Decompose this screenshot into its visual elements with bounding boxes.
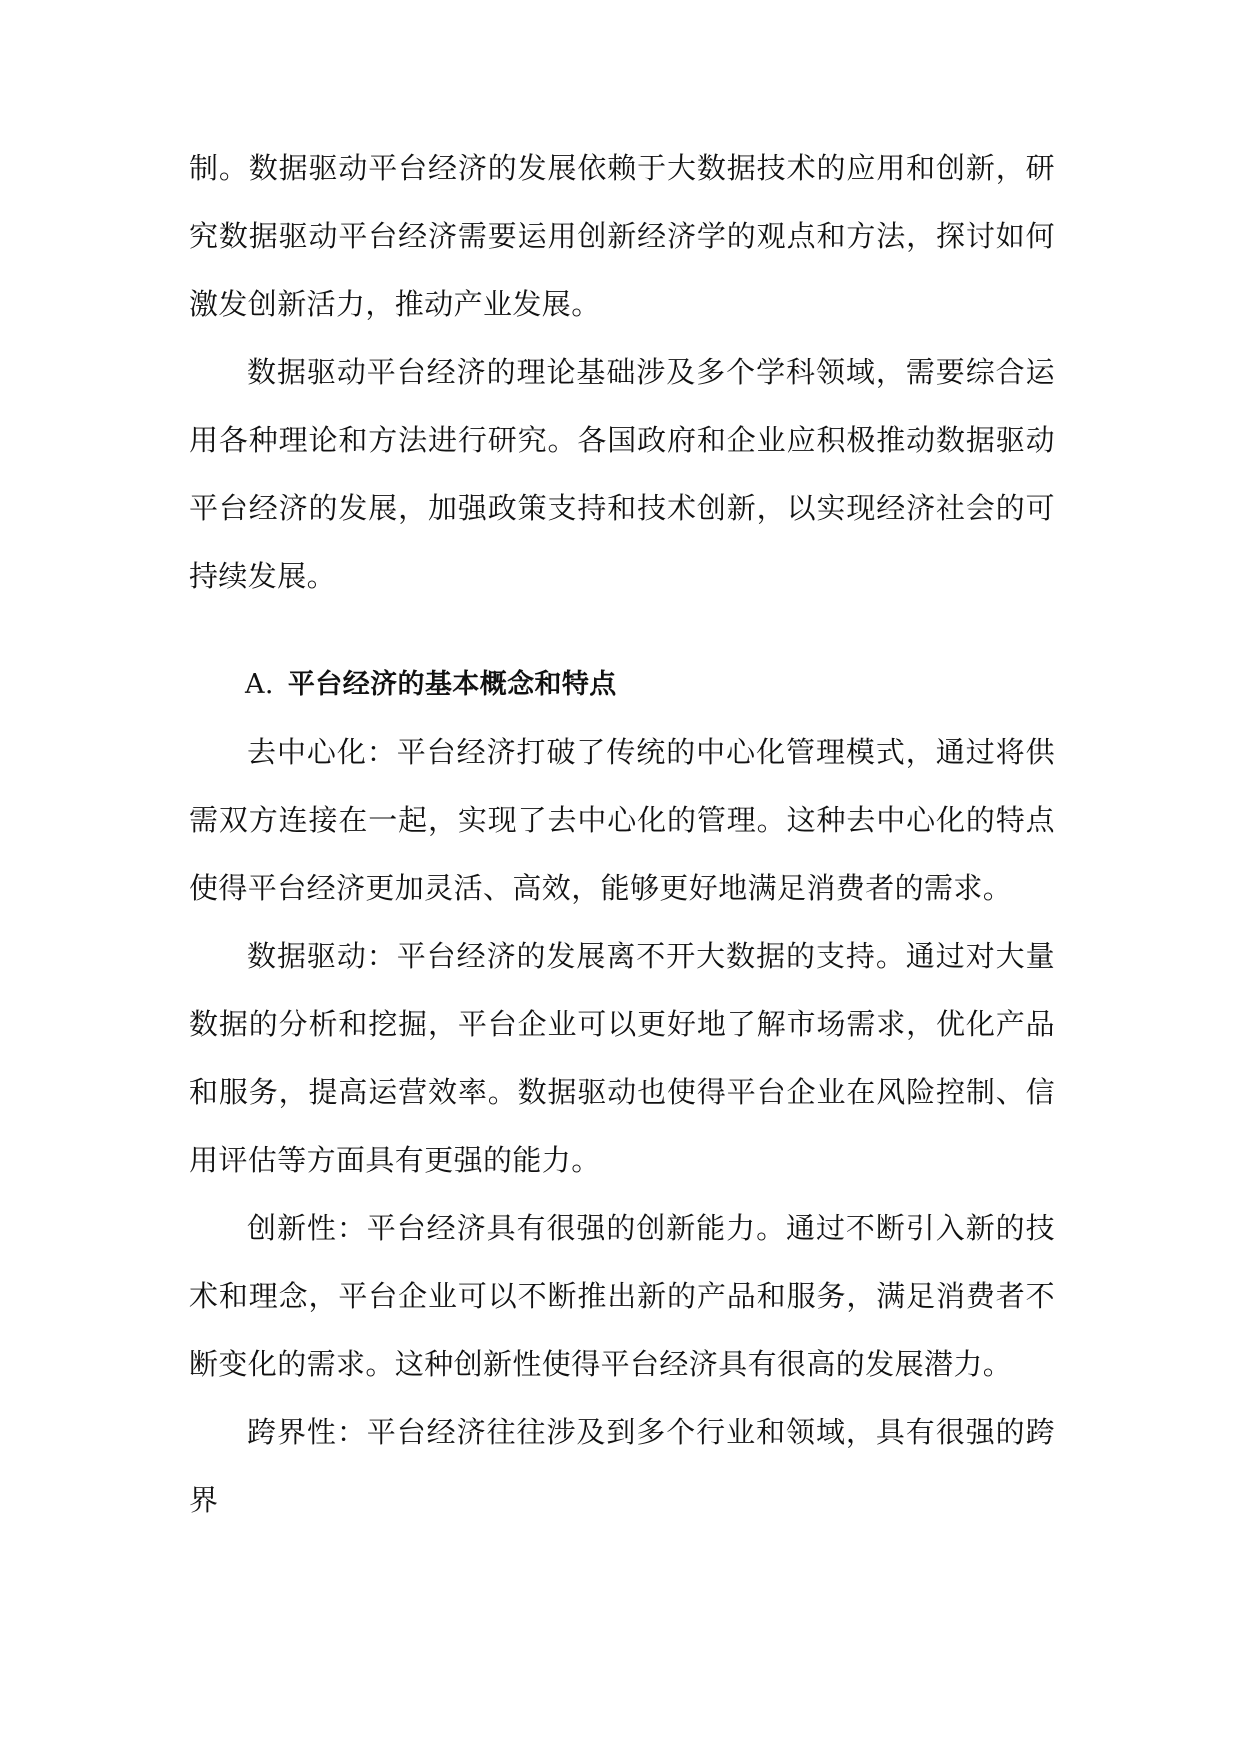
section-number: A. xyxy=(245,669,274,700)
section-heading xyxy=(189,648,1055,722)
document-body xyxy=(189,134,1055,1534)
paragraph-cross-border: 跨界性：平台经济往往涉及到多个行业和领域，具有很强的跨界 xyxy=(189,1415,1055,1517)
paragraph-data-driven: 数据驱动：平台经济的发展离不开大数据的支持。通过对大量数据的分析和挖掘，平台企业可以更好地了解市场需求，优化产品和服务，提高运营效率。数据驱动也使得平台企业在风险控制、信用评估等方面具有更强的能力。 xyxy=(189,939,1055,1177)
paragraph-theory-basis: 数据驱动平台经济的理论基础涉及多个学科领域，需要综合运用各种理论和方法进行研究。各国政府和企业应积极推动数据驱动平台经济的发展，加强政策支持和技术创新，以实现经济社会的可持续发展。 xyxy=(189,355,1055,593)
paragraph-innovation: 创新性：平台经济具有很强的创新能力。通过不断引入新的技术和理念，平台企业可以不断推出新的产品和服务，满足消费者不断变化的需求。这种创新性使得平台经济具有很高的发展潜力。 xyxy=(189,1211,1055,1381)
paragraph-continuation: 制。数据驱动平台经济的发展依赖于大数据技术的应用和创新，研究数据驱动平台经济需要运用创新经济学的观点和方法，探讨如何激发创新活力，推动产业发展。 xyxy=(189,151,1055,321)
section-title: 平台经济的基本概念和特点 xyxy=(287,669,617,700)
paragraph-decentralization: 去中心化：平台经济打破了传统的中心化管理模式，通过将供需双方连接在一起，实现了去中心化的管理。这种去中心化的特点使得平台经济更加灵活、高效，能够更好地满足消费者的需求。 xyxy=(189,735,1055,905)
